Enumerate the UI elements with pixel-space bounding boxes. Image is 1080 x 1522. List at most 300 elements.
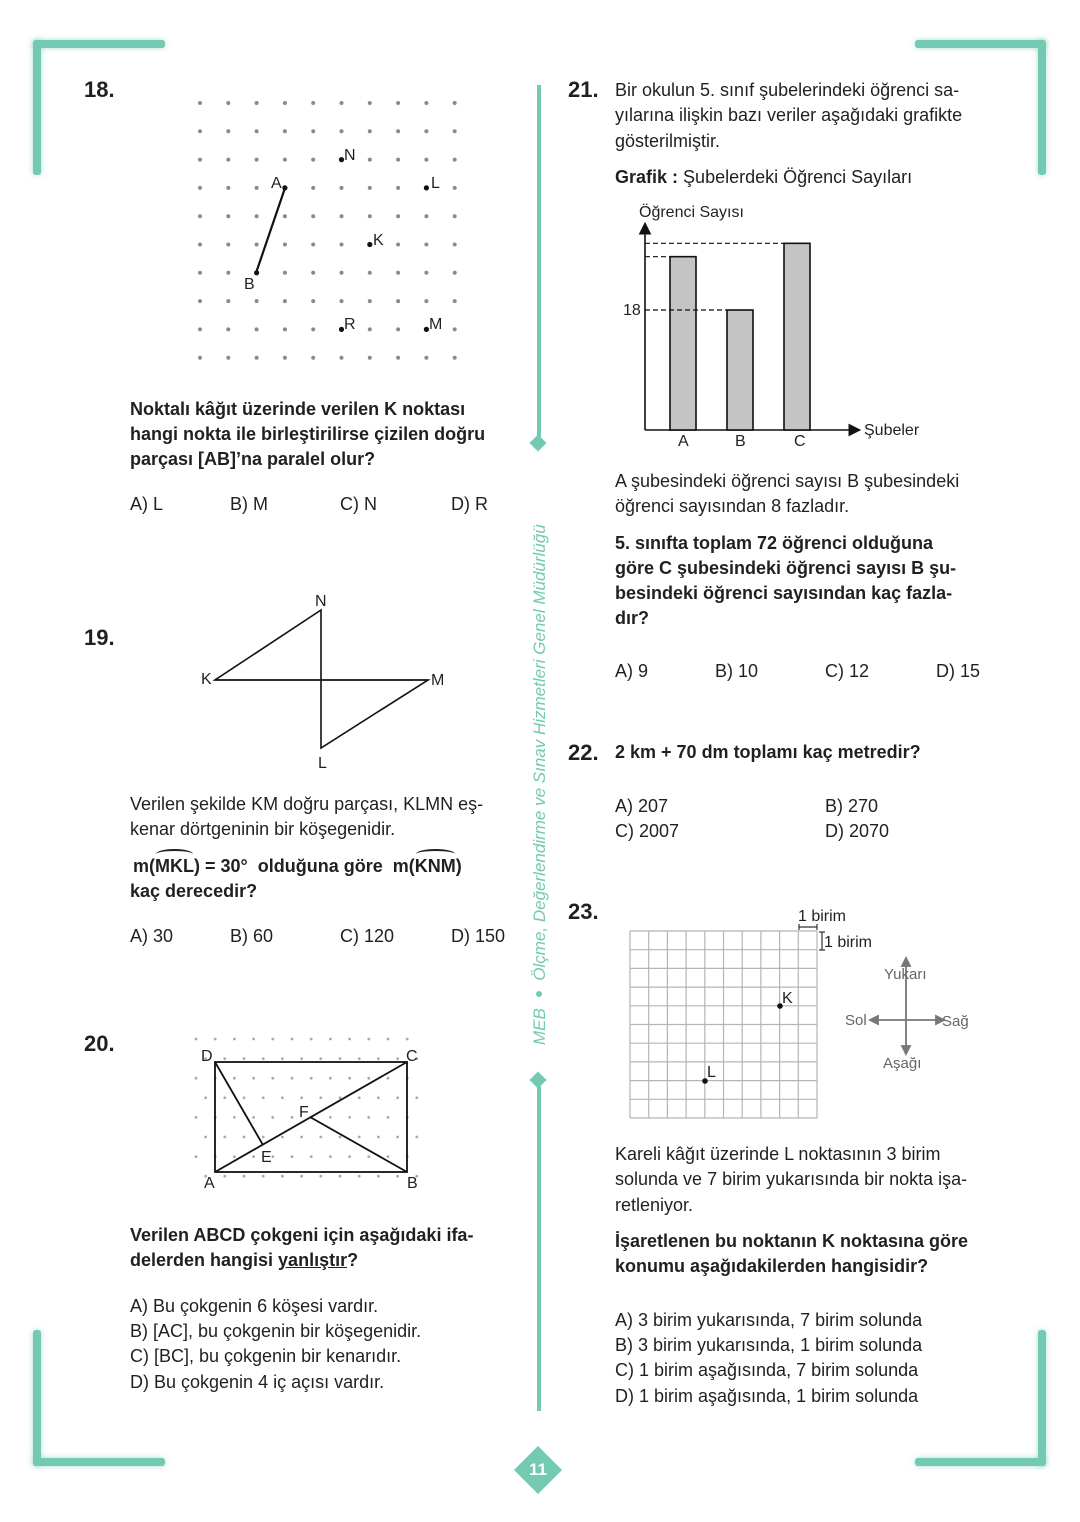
grid-dot	[252, 1155, 255, 1158]
grid-dot	[255, 101, 259, 105]
segment-ab	[256, 188, 285, 273]
grid-dot	[311, 129, 315, 133]
q21-intro-line: yılarına ilişkin bazı veriler aşağıdaki grafikte	[615, 105, 963, 125]
unit-label-vertical: 1 birim	[824, 934, 873, 951]
graph-title: Şubelerdeki Öğrenci Sayıları	[683, 167, 913, 187]
q23-text-line: Kareli kâğıt üzerinde L noktasının 3 birim	[615, 1144, 941, 1164]
grid-dot	[368, 327, 372, 331]
q18-text-line: Noktalı kâğıt üzerinde verilen K noktası	[130, 399, 466, 419]
grid-dot	[300, 1057, 303, 1060]
q18-option-b[interactable]: B) M	[230, 494, 268, 514]
grid-dot	[348, 1038, 351, 1041]
q18-text-line: parçası [AB]’na paralel olur?	[130, 449, 376, 469]
q20-option-c[interactable]: C) [BC], bu çokgenin bir kenarıdır.	[130, 1346, 402, 1366]
grid-dot	[415, 1096, 418, 1099]
q20-option-a[interactable]: A) Bu çokgenin 6 köşesi vardır.	[130, 1296, 379, 1316]
grid-dot	[424, 243, 428, 247]
grid-dot	[387, 1038, 390, 1041]
grid-dot	[396, 1096, 399, 1099]
q21-graph-caption	[615, 165, 912, 190]
grid-dot	[311, 271, 315, 275]
grid-dot	[329, 1116, 332, 1119]
grid-dot	[329, 1038, 332, 1041]
corner-bracket-bottom-right	[1038, 1330, 1046, 1466]
grid-dot	[223, 1057, 226, 1060]
q18-option-d[interactable]: D) R	[451, 494, 488, 514]
grid-dot	[368, 214, 372, 218]
point-label-m: M	[429, 316, 443, 333]
q23-question-line: İşaretlenen bu noktanın K noktasına göre	[615, 1231, 969, 1251]
q18-option-a[interactable]: A) L	[130, 494, 164, 514]
marked-point	[424, 185, 429, 190]
grid-dot	[226, 243, 230, 247]
grid-dot	[368, 356, 372, 360]
grid-dot	[311, 214, 315, 218]
grid-dot	[424, 129, 428, 133]
grid-dot	[368, 186, 372, 190]
grid-dot	[368, 101, 372, 105]
point-label-l: L	[431, 175, 440, 192]
grid-dot	[283, 101, 287, 105]
grid-dot	[319, 1136, 322, 1139]
q21-question-line: 5. sınıfta toplam 72 öğrenci olduğuna	[615, 533, 934, 553]
grid-dot	[424, 356, 428, 360]
grid-dot	[195, 1155, 198, 1158]
segment-fb	[310, 1117, 407, 1172]
grid-dot	[415, 1136, 418, 1139]
grid-dot	[319, 1057, 322, 1060]
grid-dot	[255, 214, 259, 218]
q22-option-b[interactable]: B) 270	[825, 796, 879, 816]
q21-option-c[interactable]: C) 12	[825, 661, 870, 681]
grid-dot	[243, 1136, 246, 1139]
marked-point	[282, 185, 287, 190]
grid-dot	[396, 1136, 399, 1139]
q19-question-line2: kaç derecedir?	[130, 881, 258, 901]
vertex-label-c: C	[406, 1048, 418, 1065]
grid-dot	[358, 1175, 361, 1178]
grid-dot	[340, 214, 344, 218]
q19-option-a[interactable]: A) 30	[130, 926, 174, 946]
grid-dot	[255, 158, 259, 162]
grid-dot	[226, 186, 230, 190]
point-label-k: K	[782, 990, 793, 1007]
grid-dot	[358, 1057, 361, 1060]
q20-text-pre: delerden hangisi	[130, 1250, 279, 1270]
direction-left: Sol	[845, 1012, 867, 1029]
grid-dot	[387, 1155, 390, 1158]
vertex-label-m: M	[431, 672, 445, 689]
grid-dot	[198, 101, 202, 105]
grid-dot	[311, 356, 315, 360]
grid-dot	[198, 158, 202, 162]
grid-dot	[311, 327, 315, 331]
grid-dot	[367, 1155, 370, 1158]
question-number-23: 23.	[568, 899, 599, 924]
q19-text-line: Verilen şekilde KM doğru parçası, KLMN eş-	[130, 794, 484, 814]
grid-dot	[226, 271, 230, 275]
grid-dot	[243, 1057, 246, 1060]
grid-dot	[319, 1096, 322, 1099]
grid-dot	[271, 1155, 274, 1158]
column-divider	[537, 1086, 541, 1411]
grid-dot	[453, 299, 457, 303]
grid-dot	[198, 186, 202, 190]
grid-dot	[281, 1136, 284, 1139]
grid-dot	[367, 1077, 370, 1080]
q23-square-grid	[610, 900, 1010, 1130]
q21-question-line: dır?	[615, 608, 649, 628]
grid-dot	[396, 243, 400, 247]
grid-dot	[396, 158, 400, 162]
q19-question-line	[133, 854, 462, 879]
grid-dot	[453, 101, 457, 105]
grid-dot	[271, 1038, 274, 1041]
grid-dot	[226, 327, 230, 331]
grid-dot	[453, 158, 457, 162]
grid-dot	[283, 299, 287, 303]
grid-dot	[198, 299, 202, 303]
corner-bracket-top-left	[33, 40, 41, 175]
grid-dot	[300, 1136, 303, 1139]
grid-dot	[223, 1175, 226, 1178]
unit-label-horizontal: 1 birim	[798, 908, 847, 925]
grid-dot	[198, 327, 202, 331]
point-label-r: R	[344, 316, 356, 333]
grid-dot	[377, 1175, 380, 1178]
grid-dot	[255, 129, 259, 133]
grid-dot	[283, 243, 287, 247]
grid-dot	[243, 1096, 246, 1099]
grid-dot	[252, 1038, 255, 1041]
bullet-dot	[536, 991, 542, 997]
divider-diamond	[530, 435, 547, 452]
grid-dot	[340, 271, 344, 275]
grid-dot	[340, 299, 344, 303]
grid-dot	[195, 1038, 198, 1041]
grid-dot	[255, 356, 259, 360]
q20-text-line: Verilen ABCD çokgeni için aşağıdaki ifa-	[130, 1225, 474, 1245]
vertex-label-f: F	[299, 1104, 309, 1121]
vertex-label-b: B	[407, 1175, 418, 1192]
vertex-label-e: E	[261, 1149, 272, 1166]
grid-dot	[291, 1038, 294, 1041]
grid-dot	[358, 1096, 361, 1099]
grid-dot	[300, 1096, 303, 1099]
corner-bracket-bottom-left	[33, 1330, 41, 1466]
grid-dot	[453, 129, 457, 133]
corner-bracket-bottom-right	[915, 1458, 1046, 1466]
grid-dot	[348, 1077, 351, 1080]
grid-dot	[283, 356, 287, 360]
grid-dot	[377, 1136, 380, 1139]
q22-option-d[interactable]: D) 2070	[825, 821, 890, 841]
q20-text-line	[130, 1248, 358, 1273]
grid-dot	[348, 1155, 351, 1158]
grid-dot	[198, 271, 202, 275]
grid-dot	[310, 1038, 313, 1041]
grid-dot	[368, 158, 372, 162]
grid-dot	[310, 1155, 313, 1158]
bar-chart	[610, 195, 930, 455]
q19-q-post: )	[455, 856, 462, 876]
grid-dot	[214, 1038, 217, 1041]
q19-option-c[interactable]: C) 120	[340, 926, 395, 946]
grid-dot	[396, 1057, 399, 1060]
grid-dot	[339, 1136, 342, 1139]
vertex-label-l: L	[318, 755, 327, 772]
grid-dot	[367, 1116, 370, 1119]
corner-bracket-top-left	[33, 40, 165, 48]
q21-question-line: göre C şubesindeki öğrenci sayısı B şu-	[615, 558, 957, 578]
bar-a	[670, 257, 696, 430]
grid-dot	[340, 129, 344, 133]
q20-text-post: ?	[347, 1250, 359, 1270]
grid-dot	[368, 299, 372, 303]
q19-option-d[interactable]: D) 150	[451, 926, 506, 946]
marked-point	[367, 242, 372, 247]
grid-dot	[283, 327, 287, 331]
grid-dot	[226, 101, 230, 105]
grid-dot	[340, 186, 344, 190]
grid-dot	[424, 158, 428, 162]
corner-bracket-top-right	[1038, 40, 1046, 175]
grid-dot	[283, 129, 287, 133]
grid-dot	[424, 271, 428, 275]
direction-down: Aşağı	[883, 1055, 922, 1072]
question-number-22: 22.	[568, 740, 599, 765]
q23-question-line: konumu aşağıdakilerden hangisidir?	[615, 1256, 929, 1276]
q23-option-d[interactable]: D) 1 birim aşağısında, 1 birim solunda	[615, 1386, 919, 1406]
grid-dot	[223, 1096, 226, 1099]
graph-label: Grafik :	[615, 167, 679, 187]
grid-dot	[198, 356, 202, 360]
x-tick-label-b: B	[735, 433, 746, 450]
grid-dot	[204, 1096, 207, 1099]
q18-option-c[interactable]: C) N	[340, 494, 377, 514]
q21-info-line: öğrenci sayısından 8 fazladır.	[615, 496, 850, 516]
grid-dot	[329, 1155, 332, 1158]
angle-mkl: MKL	[155, 854, 194, 879]
q21-option-d[interactable]: D) 15	[936, 661, 981, 681]
x-tick-label-c: C	[794, 433, 806, 450]
q21-intro-line: gösterilmiştir.	[615, 131, 721, 151]
grid-dot	[195, 1077, 198, 1080]
x-axis-label: Şubeler	[864, 422, 920, 439]
grid-dot	[255, 186, 259, 190]
point-label-k: K	[373, 232, 384, 249]
grid-dot	[311, 186, 315, 190]
angle-knm: KNM	[415, 854, 456, 879]
grid-dot	[387, 1077, 390, 1080]
vertex-label-n: N	[315, 593, 327, 610]
grid-dot	[339, 1175, 342, 1178]
corner-bracket-top-right	[915, 40, 1046, 48]
grid-dot	[311, 101, 315, 105]
point-label-b: B	[244, 276, 255, 293]
grid-dot	[377, 1057, 380, 1060]
grid-dot	[252, 1116, 255, 1119]
grid-dot	[198, 129, 202, 133]
grid-dot	[396, 356, 400, 360]
q20-option-b[interactable]: B) [AC], bu çokgenin bir köşegenidir.	[130, 1321, 422, 1341]
grid-dot	[367, 1038, 370, 1041]
grid-dot	[233, 1116, 236, 1119]
grid-dot	[396, 271, 400, 275]
q20-text-underlined: yanlıştır	[278, 1250, 348, 1270]
page-number: 11	[529, 1460, 547, 1479]
direction-right: Sağ	[942, 1013, 969, 1030]
grid-dot	[396, 327, 400, 331]
grid-dot	[233, 1155, 236, 1158]
q20-option-d[interactable]: D) Bu çokgenin 4 iç açısı vardır.	[130, 1372, 385, 1392]
grid-dot	[311, 299, 315, 303]
question-number-18: 18.	[84, 77, 115, 102]
grid-dot	[283, 158, 287, 162]
point-label-n: N	[344, 147, 356, 164]
direction-up: Yukarı	[884, 966, 927, 983]
grid-dot	[311, 158, 315, 162]
grid-dot	[226, 299, 230, 303]
grid-dot	[291, 1116, 294, 1119]
q22-option-c[interactable]: C) 2007	[615, 821, 680, 841]
q19-q-pre: m(	[133, 856, 155, 876]
grid-dot	[396, 1175, 399, 1178]
grid-dot	[195, 1116, 198, 1119]
grid-dot	[281, 1057, 284, 1060]
question-number-19: 19.	[84, 625, 115, 650]
bar-c	[784, 243, 810, 430]
q21-question-line: besindeki öğrenci sayısından kaç fazla-	[615, 583, 953, 603]
grid-dot	[310, 1077, 313, 1080]
grid-dot	[262, 1057, 265, 1060]
q18-text-line: hangi nokta ile birleştirilirse çizilen doğru	[130, 424, 486, 444]
grid-dot	[340, 356, 344, 360]
grid-dot	[226, 214, 230, 218]
q22-option-a[interactable]: A) 207	[615, 796, 669, 816]
grid-dot	[339, 1096, 342, 1099]
grid-dot	[340, 101, 344, 105]
grid-dot	[396, 299, 400, 303]
q19-q-mid: ) = 30° olduğuna göre m(	[194, 856, 415, 876]
rhombus-klmn	[215, 610, 428, 748]
grid-dot	[283, 271, 287, 275]
grid-dot	[271, 1116, 274, 1119]
grid-dot	[291, 1155, 294, 1158]
question-number-21: 21.	[568, 77, 599, 102]
grid-dot	[300, 1175, 303, 1178]
q21-option-a[interactable]: A) 9	[615, 661, 649, 681]
grid-dot	[340, 243, 344, 247]
side-caption-dept: Ölçme, Değerlendirme ve Sınav Hizmetleri Genel Müdürlüğü	[530, 524, 549, 981]
grid-dot	[368, 271, 372, 275]
q21-intro-line: Bir okulun 5. sınıf şubelerindeki öğrenci sa-	[615, 80, 960, 100]
grid-dot	[233, 1077, 236, 1080]
grid-dot	[453, 243, 457, 247]
side-caption-org: MEB	[530, 1008, 549, 1045]
column-divider	[537, 85, 541, 437]
q21-info-line: A şubesindeki öğrenci sayısı B şubesindeki	[615, 471, 960, 491]
grid-dot	[453, 271, 457, 275]
grid-dot	[223, 1136, 226, 1139]
segment-de	[215, 1062, 263, 1145]
grid-dot	[262, 1175, 265, 1178]
grid-dot	[311, 243, 315, 247]
grid-dot	[255, 327, 259, 331]
grid-dot	[396, 101, 400, 105]
grid-dot	[271, 1077, 274, 1080]
question-number-20: 20.	[84, 1031, 115, 1056]
grid-dot	[387, 1116, 390, 1119]
marked-point	[254, 270, 259, 275]
grid-dot	[358, 1136, 361, 1139]
q21-option-b[interactable]: B) 10	[715, 661, 759, 681]
q20-polygon-figure	[185, 1035, 435, 1200]
x-tick-label-a: A	[678, 433, 689, 450]
grid-dot	[453, 186, 457, 190]
y-tick-label-18: 18	[623, 302, 641, 319]
grid-dot	[198, 243, 202, 247]
grid-dot	[198, 214, 202, 218]
grid-dot	[243, 1175, 246, 1178]
grid-dot	[396, 214, 400, 218]
y-axis-label: Öğrenci Sayısı	[639, 204, 744, 221]
q23-option-a[interactable]: A) 3 birim yukarısında, 7 birim solunda	[615, 1310, 923, 1330]
q23-option-c[interactable]: C) 1 birim aşağısında, 7 birim solunda	[615, 1360, 919, 1380]
grid-dot	[226, 356, 230, 360]
grid-dot	[424, 101, 428, 105]
grid-dot	[226, 129, 230, 133]
q23-option-b[interactable]: B) 3 birim yukarısında, 1 birim solunda	[615, 1335, 923, 1355]
grid-dot	[283, 214, 287, 218]
vertex-label-d: D	[201, 1048, 213, 1065]
q23-text-line: retleniyor.	[615, 1195, 694, 1215]
grid-dot	[233, 1038, 236, 1041]
grid-dot	[453, 214, 457, 218]
point-label-a: A	[271, 175, 282, 192]
bar-b	[727, 310, 753, 430]
vertex-label-k: K	[201, 671, 212, 688]
vertex-label-a: A	[204, 1175, 215, 1192]
grid-dot	[255, 299, 259, 303]
grid-dot	[453, 327, 457, 331]
grid-dot	[291, 1077, 294, 1080]
q18-dot-grid	[180, 90, 480, 390]
grid-dot	[424, 214, 428, 218]
grid-dot	[424, 299, 428, 303]
grid-dot	[396, 186, 400, 190]
point-label-l: L	[707, 1064, 716, 1081]
grid-dot	[396, 129, 400, 133]
grid-dot	[281, 1175, 284, 1178]
q19-option-b[interactable]: B) 60	[230, 926, 274, 946]
grid-dot	[226, 158, 230, 162]
grid-dot	[262, 1136, 265, 1139]
q22-question: 2 km + 70 dm toplamı kaç metredir?	[615, 742, 921, 762]
grid-dot	[453, 356, 457, 360]
grid-dot	[281, 1096, 284, 1099]
grid-dot	[368, 129, 372, 133]
grid-dot	[329, 1077, 332, 1080]
grid-dot	[319, 1175, 322, 1178]
grid-dot	[406, 1038, 409, 1041]
grid-dot	[255, 243, 259, 247]
corner-bracket-bottom-left	[33, 1458, 165, 1466]
grid-dot	[262, 1096, 265, 1099]
grid-dot	[339, 1057, 342, 1060]
grid-dot	[204, 1136, 207, 1139]
grid-dot	[377, 1096, 380, 1099]
